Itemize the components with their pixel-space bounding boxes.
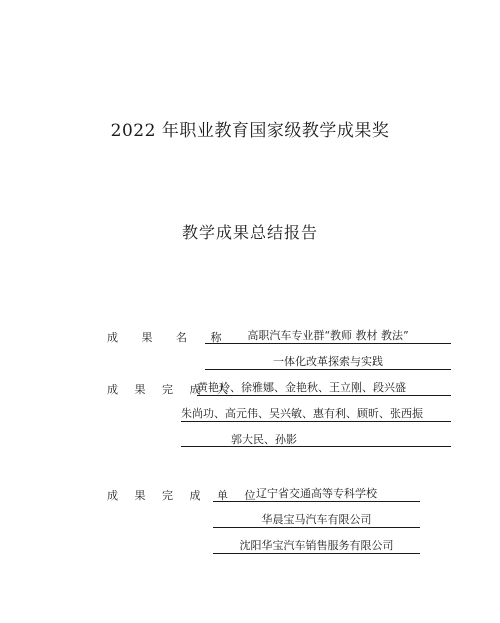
achievement-unit-line-1: 辽宁省交通高等专科学校 bbox=[213, 486, 420, 502]
achievement-completers-line-3: 郭大民、孙影 bbox=[181, 432, 451, 447]
main-title: 2022 年职业教育国家级教学成果奖 bbox=[110, 121, 390, 141]
achievement-completers-line-1: 黄艳玲、徐雅娜、金艳秋、王立刚、段兴盛 bbox=[197, 380, 451, 396]
achievement-name-line-1: 高职汽车专业群“教师 教材 教法” bbox=[205, 328, 451, 344]
achievement-unit-line-3: 沈阳华宝汽车销售服务有限公司 bbox=[213, 538, 420, 554]
report-title: 教学成果总结报告 bbox=[181, 223, 318, 242]
achievement-name-line-2: 一体化改革探索与实践 bbox=[205, 354, 451, 370]
achievement-units-label: 成 果 完 成 单 位 bbox=[107, 489, 262, 502]
achievement-completers-line-2: 朱尚功、高元伟、吴兴敏、惠有利、顾昕、张西振 bbox=[181, 406, 451, 422]
achievement-completers-label: 成 果 完 成 人 bbox=[107, 383, 235, 396]
achievement-name-label: 成 果 名 称 bbox=[107, 331, 232, 344]
achievement-unit-line-2: 华晨宝马汽车有限公司 bbox=[213, 512, 420, 528]
